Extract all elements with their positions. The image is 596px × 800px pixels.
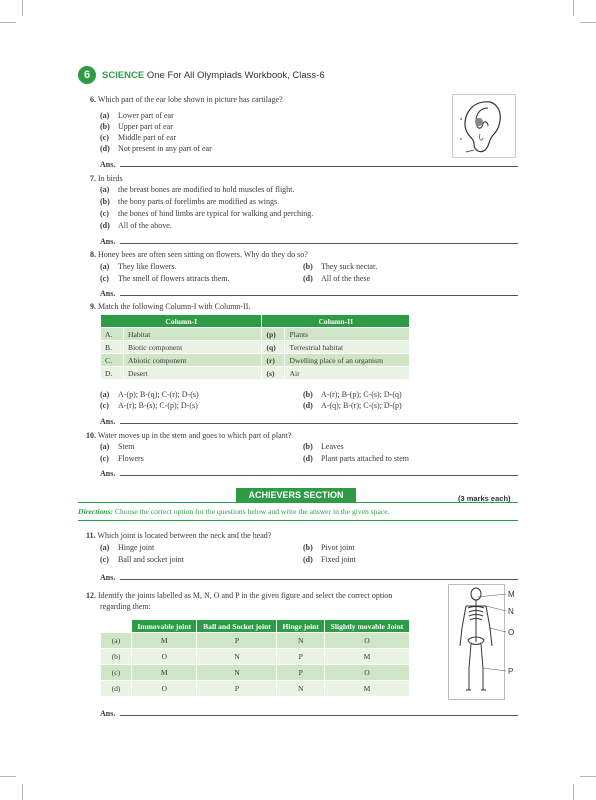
book-title-text: One For All Olympiads Workbook, Class-6	[146, 69, 325, 81]
answer-label: Ans.	[100, 573, 116, 582]
crop-mark	[573, 0, 574, 16]
question-8: 8. Honey bees are often seen sitting on flowers. Why do they do so?	[90, 250, 308, 259]
option-c[interactable]: (c) A-(r); B-(s); C-(p); D-(s)	[100, 401, 198, 410]
option-b[interactable]: (b) They suck nectar.	[303, 262, 378, 271]
skeleton-figure	[448, 584, 520, 700]
option-c[interactable]: (c) The smell of flowers attracts them.	[100, 274, 230, 283]
answer-line[interactable]	[120, 423, 518, 424]
answer-line[interactable]	[120, 243, 518, 244]
column-header: Immovable joint	[132, 620, 197, 633]
option-c[interactable]: (c) Middle part of ear	[100, 133, 176, 142]
svg-text:a: a	[460, 116, 463, 121]
table-row: B. Biotic component (q) Terrestrial habitat	[101, 341, 410, 354]
table-row: (c) M N P O	[101, 665, 410, 681]
crop-mark	[580, 22, 596, 23]
question-number: 6.	[90, 95, 96, 104]
directions-divider	[78, 520, 518, 521]
option-d[interactable]: (d) All of the above.	[100, 221, 172, 230]
page-header	[78, 66, 325, 84]
option-d[interactable]: (d) Not present in any part of ear	[100, 144, 212, 153]
question-12: 12. Identify the joints labelled as M, N, O and P in the given figure and select the correct option	[86, 591, 393, 600]
question-text: Match the following Column-I with Column-II.	[98, 302, 251, 311]
option-d[interactable]: (d) Fixed joint	[303, 555, 356, 564]
table-row: C. Abiotic component (r) Dwelling place of an organism	[101, 354, 410, 367]
option-a[interactable]: (a) A-(p); B-(q); C-(r); D-(s)	[100, 390, 199, 399]
crop-mark	[580, 776, 596, 777]
question-7: 7. In birds	[90, 174, 123, 183]
joints-table	[100, 619, 410, 697]
question-9: 9. Match the following Column-I with Column-II.	[90, 302, 251, 311]
label-n: N	[508, 607, 514, 616]
crop-mark	[22, 0, 23, 16]
question-text: Which joint is located between the neck and the head?	[97, 531, 272, 540]
answer-line[interactable]	[120, 166, 518, 167]
question-10: 10. Water moves up in the stem and goes to which part of plant?	[86, 431, 292, 440]
option-c[interactable]: (c) the bones of hind limbs are typical for walking and perching.	[100, 209, 314, 218]
question-text-cont: regarding them:	[100, 602, 151, 611]
section-title: ACHIEVERS SECTION	[236, 488, 356, 502]
subject-label: SCIENCE	[102, 69, 145, 81]
answer-label: Ans.	[100, 237, 116, 246]
answer-label: Ans.	[100, 289, 116, 298]
label-o: O	[508, 628, 515, 637]
question-text: In birds	[98, 174, 123, 183]
option-b[interactable]: (b) A-(r); B-(p); C-(s); D-(q)	[303, 390, 402, 399]
table-row: (a) M P N O	[101, 633, 410, 649]
option-c[interactable]: (c) Ball and socket joint	[100, 555, 184, 564]
option-a[interactable]: (a) Lower part of ear	[100, 111, 174, 120]
option-d[interactable]: (d) All of the these	[303, 274, 371, 283]
column-2-header: Column-II	[262, 315, 410, 328]
option-a[interactable]: (a) the breast bones are modified to hold muscles of flight.	[100, 185, 295, 194]
option-b[interactable]: (b) Pivot joint	[303, 543, 355, 552]
option-d[interactable]: (d) Plant parts attached to stem	[303, 454, 409, 463]
option-b[interactable]: (b) Leaves	[303, 442, 344, 451]
table-row: D. Desert (s) Air	[101, 367, 410, 380]
ear-illustration	[452, 94, 516, 158]
directions-text: Choose the correct option for the questions below and write the answer in the given space.	[114, 507, 390, 516]
question-text: Water moves up in the stem and goes to which part of plant?	[97, 431, 292, 440]
column-header: Hinge joint	[277, 620, 324, 633]
crop-mark	[573, 784, 574, 800]
question-11: 11. Which joint is located between the neck and the head?	[86, 531, 272, 540]
svg-text:b: b	[460, 136, 463, 141]
answer-line[interactable]	[120, 475, 518, 476]
question-text: Honey bees are often seen sitting on flowers. Why do they do so?	[98, 250, 308, 259]
answer-label: Ans.	[100, 469, 116, 478]
option-a[interactable]: (a) Stem	[100, 442, 135, 451]
option-c[interactable]: (c) Flowers	[100, 454, 144, 463]
table-row: A. Habitat (p) Plants	[101, 328, 410, 341]
column-header: Slightly movable Joint	[324, 620, 409, 633]
question-6	[90, 94, 283, 105]
label-m: M	[508, 590, 515, 599]
page-number: 6	[78, 66, 96, 84]
section-divider	[78, 502, 518, 503]
table-row: (b) O N P M	[101, 649, 410, 665]
crop-mark	[0, 22, 16, 23]
table-row: (d) O P N M	[101, 681, 410, 697]
option-b[interactable]: (b) the bony parts of forelimbs are modified as wings.	[100, 197, 280, 206]
answer-line[interactable]	[120, 715, 518, 716]
answer-label: Ans.	[100, 709, 116, 718]
book-title	[102, 70, 325, 81]
crop-mark	[22, 784, 23, 800]
question-text: Identify the joints labelled as M, N, O and P in the given figure and select the correct option	[98, 591, 393, 600]
directions	[78, 507, 389, 516]
option-a[interactable]: (a) Hinge joint	[100, 543, 155, 552]
match-table	[100, 314, 410, 380]
crop-mark	[0, 776, 16, 777]
option-d[interactable]: (d) A-(q); B-(r); C-(s); D-(p)	[303, 401, 402, 410]
option-a[interactable]: (a) They like flowers.	[100, 262, 177, 271]
column-1-header: Column-I	[101, 315, 262, 328]
label-p: P	[508, 667, 514, 676]
answer-label: Ans.	[100, 160, 116, 169]
marks-label: (3 marks each)	[458, 494, 511, 503]
answer-line[interactable]	[120, 579, 518, 580]
question-text: Which part of the ear lobe shown in picture has cartilage?	[97, 95, 283, 104]
directions-label: Directions:	[78, 507, 114, 516]
option-b[interactable]: (b) Upper part of ear	[100, 122, 173, 131]
column-header: Ball and Socket joint	[197, 620, 277, 633]
answer-line[interactable]	[120, 295, 518, 296]
answer-label: Ans.	[100, 417, 116, 426]
